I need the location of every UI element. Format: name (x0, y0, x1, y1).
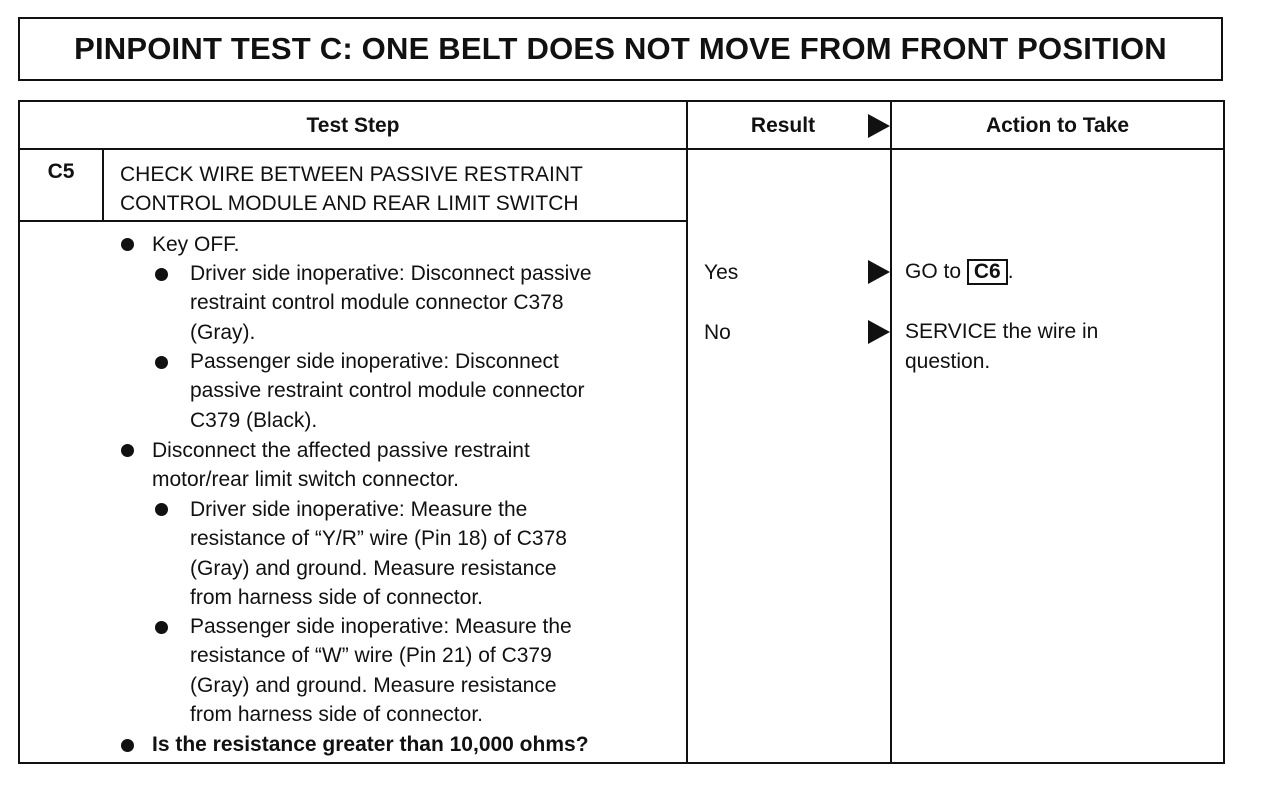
header-test-step: Test Step (306, 114, 400, 137)
page-title: PINPOINT TEST C: ONE BELT DOES NOT MOVE FROM FRONT POSITION (74, 31, 1167, 66)
action-no: SERVICE the wire in question. (905, 320, 1099, 373)
result-no-arrow-icon (868, 320, 890, 344)
bullet-dot-icon (155, 621, 168, 634)
header-arrow-icon (868, 114, 890, 138)
bullet-dot-icon (155, 268, 168, 281)
col-divider-action (890, 102, 892, 762)
bullet-dot-icon (121, 739, 134, 752)
pinpoint-table (18, 100, 1225, 764)
procedure: Key OFF. Driver side inoperative: Disconnect passive restraint control module connector C378 (Gray). Passenger side inoperative: Disconnect passive restraint control module connector C379 (Black). Disconnect the affected passive restraint motor/rear limit switch connector. Driver side inoperative: Measure the resistance of “Y/R” wire (Pin 18) of C378 (Gray) and ground. Measure resistance from harness side of connector. Passenger side inoperative: Measure the resistance of “W” wire (Pin 21) of C379 (Gray) and ground. Measure resistance from harness side of connector. Is the resistance greater than 10,000 ohms? (20, 102, 686, 762)
title-box (18, 17, 1223, 81)
result-no: No (704, 321, 731, 344)
bullet-dot-icon (121, 238, 134, 251)
header-action: Action to Take (985, 114, 1130, 137)
step-reference-c6[interactable]: C6 (967, 259, 1008, 285)
col-divider-result (686, 102, 688, 762)
result-yes: Yes (704, 261, 739, 284)
bullet-dot-icon (155, 503, 168, 516)
header-result: Result (750, 114, 816, 137)
step-id: C5 (47, 160, 75, 183)
step-title: CHECK WIRE BETWEEN PASSIVE RESTRAINT CONTROL MODULE AND REAR LIMIT SWITCH (120, 163, 583, 215)
bullet-dot-icon (155, 356, 168, 369)
result-yes-arrow-icon (868, 260, 890, 284)
action-yes: GO to C6 . (905, 260, 1014, 283)
bullet-dot-icon (121, 444, 134, 457)
